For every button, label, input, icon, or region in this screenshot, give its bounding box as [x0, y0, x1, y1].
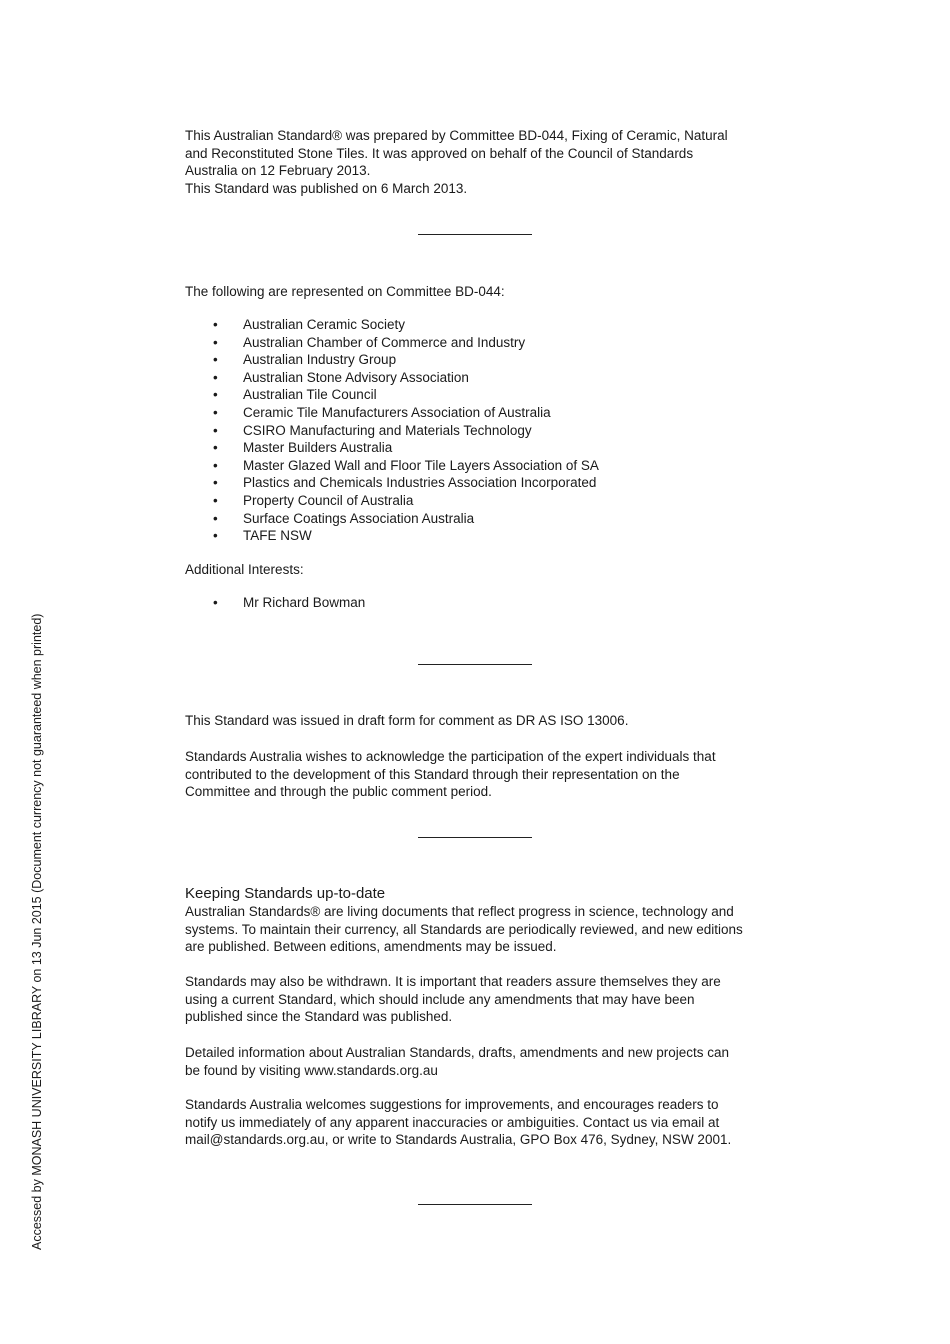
text-line: Standards Australia wishes to acknowledge the participation of the expert individuals that [185, 749, 716, 764]
member-name: Master Builders Australia [243, 440, 393, 456]
member-name: Australian Ceramic Society [243, 317, 406, 332]
list-item [185, 510, 599, 528]
text-line: systems. To maintain their currency, all Standards are periodically reviewed, and new editions [185, 921, 743, 937]
intro-line: and Reconstituted Stone Tiles. It was approved on behalf of the Council of Standards [185, 145, 694, 161]
bullet-icon: • [213, 528, 218, 544]
list-item [185, 334, 599, 352]
bullet-icon: • [213, 369, 218, 385]
text-line: Standards Australia welcomes suggestions for improvements, and encourages readers to [185, 1097, 719, 1112]
committee-heading: The following are represented on Committee BD-044: [185, 284, 505, 299]
contact-paragraph [185, 1096, 765, 1149]
member-name: Australian Chamber of Commerce and Industry [243, 334, 526, 350]
section-divider [418, 664, 532, 665]
list-item [185, 386, 599, 404]
member-name: Surface Coatings Association Australia [243, 510, 475, 526]
text-line: are published. Between editions, amendments may be issued. [185, 939, 557, 955]
member-name: TAFE NSW [243, 528, 312, 544]
acknowledgement-paragraph [185, 748, 765, 801]
section-divider [418, 837, 532, 838]
list-item [185, 439, 599, 457]
text-line: using a current Standard, which should include any amendments that may have been [185, 991, 695, 1007]
list-item [185, 594, 365, 612]
member-name: Ceramic Tile Manufacturers Association of Australia [243, 404, 551, 420]
member-name: Property Council of Australia [243, 492, 414, 508]
member-name: CSIRO Manufacturing and Materials Technology [243, 422, 532, 438]
bullet-icon: • [213, 492, 218, 508]
bullet-icon: • [213, 440, 218, 456]
member-name: Plastics and Chemicals Industries Association Incorporated [243, 475, 597, 491]
bullet-icon: • [213, 387, 218, 403]
member-name: Mr Richard Bowman [243, 595, 366, 610]
text-line: Detailed information about Australian Standards, drafts, amendments and new projects can [185, 1045, 730, 1060]
intro-line: This Australian Standard® was prepared by Committee BD-044, Fixing of Ceramic, Natural [185, 128, 728, 143]
member-name: Australian Stone Advisory Association [243, 369, 469, 385]
list-item [185, 527, 599, 545]
text-line: Committee and through the public comment period. [185, 784, 492, 800]
text-line: Standards may also be withdrawn. It is important that readers assure themselves they are [185, 974, 721, 989]
additional-interests-list [185, 594, 365, 612]
list-item [185, 474, 599, 492]
living-documents-paragraph [185, 903, 765, 956]
publication-date-line: This Standard was published on 6 March 2013. [185, 180, 468, 196]
additional-interests-heading: Additional Interests: [185, 562, 304, 577]
list-item [185, 369, 599, 387]
text-line: published since the Standard was published. [185, 1009, 453, 1025]
bullet-icon: • [213, 317, 218, 332]
member-name: Australian Tile Council [243, 387, 377, 403]
committee-member-list [185, 316, 599, 545]
bullet-icon: • [213, 457, 218, 473]
intro-paragraph [185, 127, 765, 197]
text-line: Australian Standards® are living documents that reflect progress in science, technology and [185, 904, 734, 919]
keeping-up-to-date-heading: Keeping Standards up-to-date [185, 885, 386, 902]
bullet-icon: • [213, 422, 218, 438]
access-watermark: Accessed by MONASH UNIVERSITY LIBRARY on 13 Jun 2015 (Document currency not guaranteed when printed) [30, 613, 44, 1250]
member-name: Master Glazed Wall and Floor Tile Layers Association of SA [243, 457, 599, 473]
bullet-icon: • [213, 510, 218, 526]
section-divider [418, 1204, 532, 1205]
bullet-icon: • [213, 404, 218, 420]
list-item [185, 492, 599, 510]
text-line: contributed to the development of this Standard through their representation on the [185, 766, 680, 782]
list-item [185, 351, 599, 369]
list-item [185, 457, 599, 475]
bullet-icon: • [213, 334, 218, 350]
text-line: be found by visiting www.standards.org.au [185, 1062, 438, 1078]
draft-statement: This Standard was issued in draft form for comment as DR AS ISO 13006. [185, 713, 629, 728]
bullet-icon: • [213, 475, 218, 491]
text-line: mail@standards.org.au, or write to Standards Australia, GPO Box 476, Sydney, NSW 2001. [185, 1132, 732, 1148]
bullet-icon: • [213, 352, 218, 368]
withdrawn-paragraph [185, 973, 765, 1026]
list-item [185, 316, 599, 334]
text-line: notify us immediately of any apparent inaccuracies or ambiguities. Contact us via email at [185, 1114, 720, 1130]
list-item [185, 404, 599, 422]
website-paragraph [185, 1044, 765, 1079]
section-divider [418, 234, 532, 235]
list-item [185, 422, 599, 440]
bullet-icon: • [213, 595, 218, 610]
intro-line: Australia on 12 February 2013. [185, 163, 371, 179]
member-name: Australian Industry Group [243, 352, 397, 368]
